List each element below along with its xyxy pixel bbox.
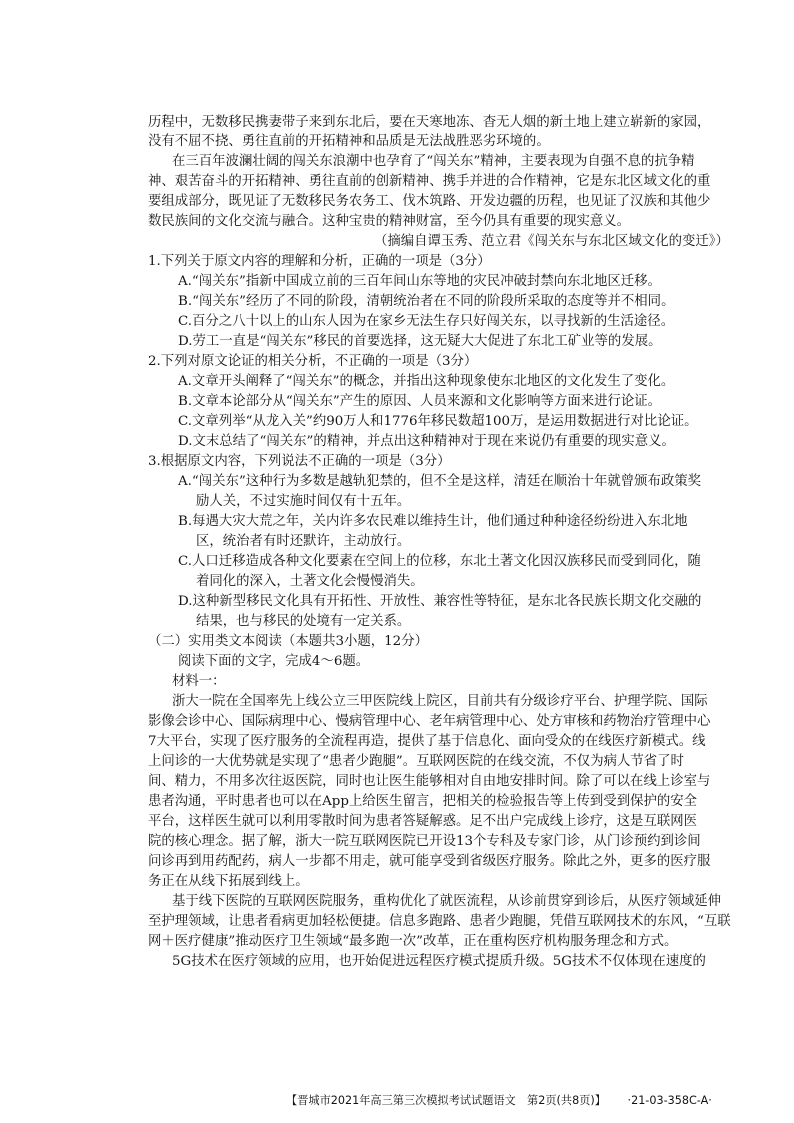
section-2-heading: （二）实用类文本阅读（本题共3小题，12分） [148,634,428,649]
question-3-option-b: B.每遇大灾大荒之年，关内许多农民难以维持生计，他们通过种种途径纷纷进入东北地 [178,514,688,529]
material-1-line-1: 浙大一院在全国率先上线公立三甲医院线上院区，目前共有分级诊疗平台、护理学院、国际 [172,694,708,709]
question-3-option-d: D.这种新型移民文化具有开拓性、开放性、兼容性等特征，是东北各民族长期文化交融的 [178,594,702,609]
material-1-line-10: 务正在从线下拓展到线上。 [148,874,309,889]
question-1-option-a: A.“闯关东”指新中国成立前的三百年间山东等地的灾民冲破封禁向东北地区迁移。 [178,274,661,289]
material-1-line-13: 网＋医疗健康”推动医疗卫生领域“最多跑一次”改革，正在重构医疗机构服务理念和方式。 [148,934,678,949]
question-2-option-d: D.文末总结了“闯关东”的精神，并点出这种精神对于现在来说仍有重要的现实意义。 [178,434,675,449]
footer-code: ·21-03-358C-A· [627,1094,712,1107]
question-3-stem: 3.根据原文内容，下列说法不正确的一项是（3分） [148,454,451,469]
question-3-option-c: C.人口迁移造成各种文化要素在空间上的位移，东北土著文化因汉族移民而受到同化，随 [178,554,701,569]
material-1-line-11: 基于线下医院的互联网医院服务，重构优化了就医流程，从诊前贯穿到诊后，从医疗领域延伸 [172,894,722,909]
material-1-line-9: 问诊再到用药配药，病人一步都不用走，就可能享受到省级医疗服务。除此之外，更多的医疗服 [148,854,711,869]
page-footer [286,1092,712,1108]
question-1-stem: 1.下列关于原文内容的理解和分析，正确的一项是（3分） [148,254,491,269]
question-3-option-b-cont: 区，统治者有时还默许，主动放行。 [196,534,411,549]
question-2-stem: 2.下列对原文论证的相关分析，不正确的一项是（3分） [148,354,478,369]
question-1-option-d: D.劳工一直是“闯关东”移民的首要选择，这无疑大大促进了东北工矿业等的发展。 [178,334,662,349]
material-1-line-2: 影像会诊中心、国际病理中心、慢病管理中心、老年病管理中心、处方审核和药物治疗管理中心 [148,714,711,729]
question-3-option-c-cont: 着同化的深入，土著文化会慢慢消失。 [196,574,424,589]
material-1-line-14: 5G技术在医疗领域的应用，也开始促进远程医疗模式提质升级。5G技术不仅体现在速度的 [172,954,706,969]
question-1-option-b: B.“闯关东”经历了不同的阶段，清朝统治者在不同的阶段所采取的态度等并不相同。 [178,294,675,309]
question-3-option-d-cont: 结果，也与移民的处境有一定关系。 [196,614,411,629]
material-1-line-12: 至护理领域，让患者看病更加轻松便捷。信息多跑路、患者少跑腿，凭借互联网技术的东风，“互联 [148,914,731,929]
material-1-line-3: 7大平台，实现了医疗服务的全流程再造，提供了基于信息化、面向受众的在线医疗新模式。线 [148,734,706,749]
intro-line-3: 在三百年波澜壮阔的闯关东浪潮中也孕育了“闯关东”精神，主要表现为自强不息的抗争精 [172,154,695,169]
question-2-option-c: C.文章列举“从龙入关”约90万人和1776年移民数超100万，是运用数据进行对比论证。 [178,414,698,429]
question-2-option-b: B.文章本论部分从“闯关东”产生的原因、人员来源和文化影响等方面来进行论证。 [178,394,662,409]
question-3-option-a-cont: 励人关，不过实施时间仅有十五年。 [196,494,411,509]
source-citation: （摘编自谭玉秀、范立君《闯关东与东北区域文化的变迁》） [374,234,729,249]
material-1-line-5: 间、精力，不用多次往返医院，同时也让医生能够相对自由地安排时间。除了可以在线上诊室与 [148,774,711,789]
material-1-line-7: 平台，这样医生就可以利用零散时间为患者答疑解惑。足不出户完成线上诊疗，这是互联网医 [148,814,698,829]
material-1-label: 材料一： [172,674,226,689]
intro-line-6: 数民族间的文化交流与融合。这种宝贵的精神财富，至今仍具有重要的现实意义。 [148,214,631,229]
material-1-line-6: 患者沟通，平时患者也可以在App上给医生留言，把相关的检验报告等上传到受到保护的安全 [148,794,698,809]
intro-line-4: 神、艰苦奋斗的开拓精神、勇往直前的创新精神、携手并进的合作精神，它是东北区域文化的重 [148,174,711,189]
section-2-instruction: 阅读下面的文字，完成4～6题。 [178,654,370,669]
intro-line-5: 要组成部分，既见证了无数移民务农务工、伐木筑路、开发边疆的历程，也见证了汉族和其他少 [148,194,711,209]
question-2-option-a: A.文章开头阐释了“闯关东”的概念，并指出这种现象使东北地区的文化发生了变化。 [178,374,675,389]
intro-line-2: 没有不屈不挠、勇往直前的开拓精神和品质是无法战胜恶劣环境的。 [148,134,550,149]
material-1-line-4: 上问诊的一大优势就是实现了“患者少跑腿”。互联网医院的在线交流，不仅为病人节省了时 [148,754,684,769]
intro-line-1: 历程中，无数移民携妻带子来到东北后，要在天寒地冻、杳无人烟的新土地上建立崭新的家园， [148,115,711,130]
question-1-option-c: C.百分之八十以上的山东人因为在家乡无法生存只好闯关东，以寻找新的生活途径。 [178,314,675,329]
material-1-line-8: 院的核心理念。据了解，浙大一院互联网医院已开设13个专科及专家门诊，从门诊预约到诊间 [148,834,701,849]
footer-title: 【晋城市2021年高三第三次模拟考试试题语文 第2页(共8页)】 [286,1094,606,1107]
question-3-option-a: A.“闯关东”这种行为多数是越轨犯禁的，但不全是这样，清廷在顺治十年就曾颁布政策奖 [178,474,702,489]
